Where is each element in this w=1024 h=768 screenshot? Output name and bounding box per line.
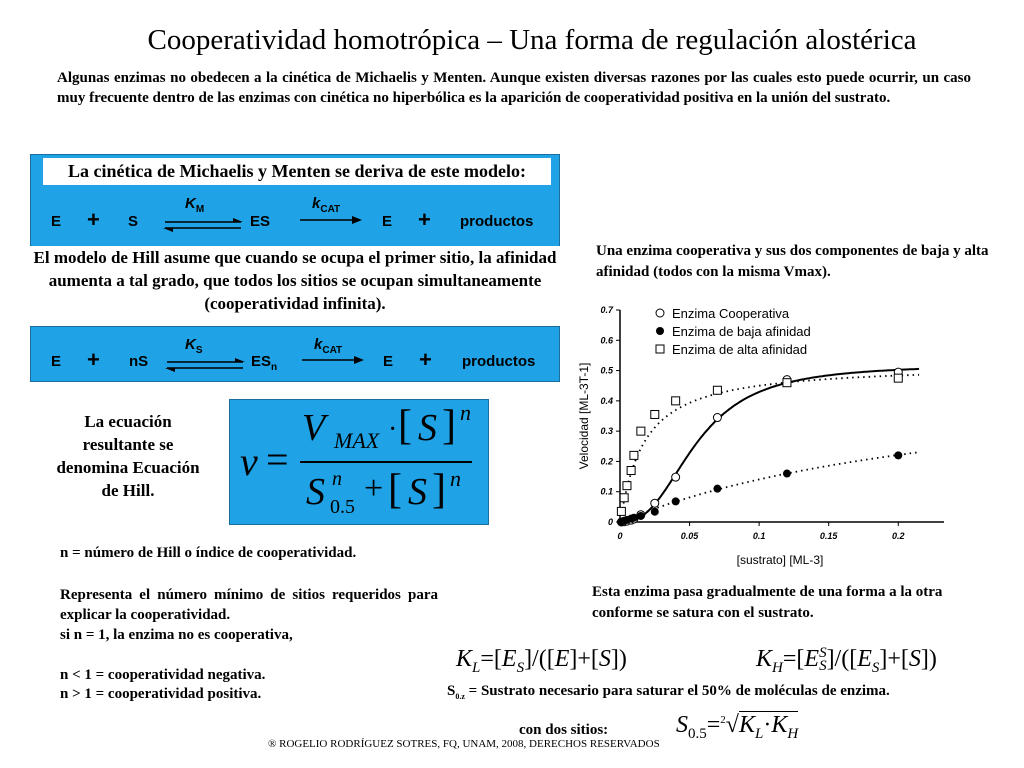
eq-fraction-bar [300,461,472,463]
legend-marker-coop [656,309,664,317]
x-tick-label: 0.2 [892,531,905,541]
y-tick-label: 0.1 [600,486,613,497]
legend-label: Enzima Cooperativa [672,306,790,321]
velocity-chart [570,294,960,574]
low-affinity-curve [621,452,919,521]
s05-definition: $S_{0.z}$ = Sustrato necesario para saturar el 50% de moléculas de enzima. [447,683,890,701]
hill-plus: + [87,347,100,372]
hill-model-description: El modelo de Hill asume que cuando se ocupa el primer sitio, la afinidad aumenta a tal grado, que todos los sitios se ocupan simultaneamente (cooperatividad infinita). [30,246,560,315]
mm-products: productos [460,213,534,230]
point-cooperative [672,473,680,481]
x-tick-label: 0.05 [680,531,699,541]
point-high-affinity [713,386,721,394]
mm-kcat-label: $k_{CAT}$ [312,195,341,215]
mm-enzyme-free: E [382,213,393,230]
eq-sub-05: 0.5 [330,496,355,518]
s05-formula: $S_{0.5}=^2√K_L\cdot K_H$ [676,712,799,742]
kh-formula: $K_H=[E$ S S ]$/([E_S]+[S])$ [756,645,937,676]
point-low-affinity [713,485,721,493]
hill-forward-arrow [301,355,365,365]
y-tick-label: 0.6 [600,335,613,346]
n-greater-1-text: n > 1 = cooperatividad positiva. [60,686,262,702]
eq-bracket-r: ] [442,403,456,449]
mm-plus: + [87,207,100,232]
point-low-affinity [637,512,645,520]
two-sites-label: con dos sitios: [519,722,609,738]
x-tick-label: 0.1 [752,531,766,541]
hill-enzyme: E [51,353,62,370]
hill-equation [229,399,489,525]
x-tick-label: 0 [617,531,623,541]
point-high-affinity [617,507,625,515]
y-tick-label: 0.4 [600,395,613,406]
point-high-affinity [637,427,645,435]
hill-substrate: nS [129,353,149,370]
mm-header [43,158,551,185]
cooperative-curve [621,369,919,522]
eq-dot: · [388,414,398,445]
eq-plus: + [364,470,384,507]
eq-vmax-v: V [302,407,326,449]
point-low-affinity [672,497,680,505]
high-affinity-curve [621,375,919,515]
mm-complex: ES [250,213,271,230]
n-equals-1-text: si n = 1, la enzima no es cooperativa, [60,627,293,643]
hill-ks-label: $K_S$ [185,336,203,356]
point-cooperative [651,499,659,507]
y-tick-label: 0.2 [600,456,613,467]
eq-bracket-l2: [ [388,467,402,513]
eq-bracket-r2: ] [432,467,446,513]
point-high-affinity [651,410,659,418]
equation-label: La ecuación resultante se denomina Ecuación de Hill. [56,412,200,500]
hill-complex: $ES_n$ [251,353,278,373]
point-low-affinity [783,470,791,478]
legend-marker-high [656,345,664,353]
x-tick-label: 0.15 [819,531,838,541]
x-axis-label: [sustrato] [ML-3] [736,553,824,567]
eq-bracket-l: [ [398,403,412,449]
y-tick-label: 0.7 [600,305,613,315]
mm-equilibrium-arrow [163,217,245,233]
eq-s-den2: S [408,471,427,513]
hill-number-definition: n = número de Hill o índice de cooperatividad. [60,545,357,561]
mm-forward-arrow [299,215,363,225]
point-high-affinity [623,482,631,490]
eq-n-num: n [460,400,471,425]
slide-title: Cooperatividad homotrópica – Una forma de regulación alostérica [147,24,917,56]
y-tick-label: 0.3 [600,426,613,437]
kl-formula: $K_L=[E_S]/([E]+[S])$ [456,646,627,676]
michaelis-menten-scheme [30,154,560,248]
point-high-affinity [620,494,628,502]
legend-label: Enzima de alta afinidad [672,342,808,357]
chart-caption-top: Una enzima cooperativa y sus dos componentes de baja y alta afinidad (todos con la misma Vmax). [596,243,989,280]
y-tick-label: 0.5 [600,365,613,376]
n-less-1-text: n < 1 = cooperatividad negativa. [60,667,266,683]
y-tick-label: 0 [607,517,613,527]
eq-vmax-sub: MAX [334,428,380,453]
point-high-affinity [627,467,635,475]
hill-scheme [30,326,560,382]
mm-km-label: $K_M$ [185,195,205,215]
point-high-affinity [672,397,680,405]
point-high-affinity [630,451,638,459]
hill-enzyme-free: E [383,353,394,370]
eq-n-den2: n [450,466,461,491]
eq-equals: = [266,437,289,482]
mm-substrate: S [128,213,139,230]
legend-label: Enzima de baja afinidad [672,324,811,339]
point-low-affinity [630,514,638,522]
eq-n-den: n [332,468,342,490]
eq-s-num: S [418,407,437,449]
chart-caption-bottom: Esta enzima pasa gradualmente de una forma a la otra conforme se satura con el sustrato. [592,584,943,621]
represent-text: Representa el número mínimo de sitios requeridos para explicar la cooperatividad. [60,587,438,623]
eq-s-den: S [306,471,325,513]
hill-plus-2: + [419,347,432,372]
y-axis-label: Velocidad [ML-3T-1] [577,362,591,470]
mm-enzyme: E [51,213,62,230]
hill-products: productos [462,353,536,370]
point-low-affinity [651,508,659,516]
point-cooperative [713,414,721,422]
copyright: ® ROGELIO RODRÍGUEZ SOTRES, FQ, UNAM, 2008, DERECHOS RESERVADOS [268,738,660,750]
point-low-affinity [894,451,902,459]
eq-v: v [240,439,258,484]
hill-equilibrium-arrow [165,357,247,373]
mm-plus-2: + [418,207,431,232]
mm-header-text: La cinética de Michaelis y Menten se deriva de este modelo: [68,161,526,181]
hill-kcat-label: $k_{CAT}$ [314,336,343,356]
point-high-affinity [894,374,902,382]
point-high-affinity [783,379,791,387]
intro-paragraph: Algunas enzimas no obedecen a la cinética de Michaelis y Menten. Aunque existen diversas razones por las cuales esto puede ocurrir, un caso muy frecuente dentro de las enzimas con cinética no hiperbólica es la aparición de cooperatividad positiva en la unión del sustrato. [57,70,971,106]
legend-marker-low [656,327,664,335]
